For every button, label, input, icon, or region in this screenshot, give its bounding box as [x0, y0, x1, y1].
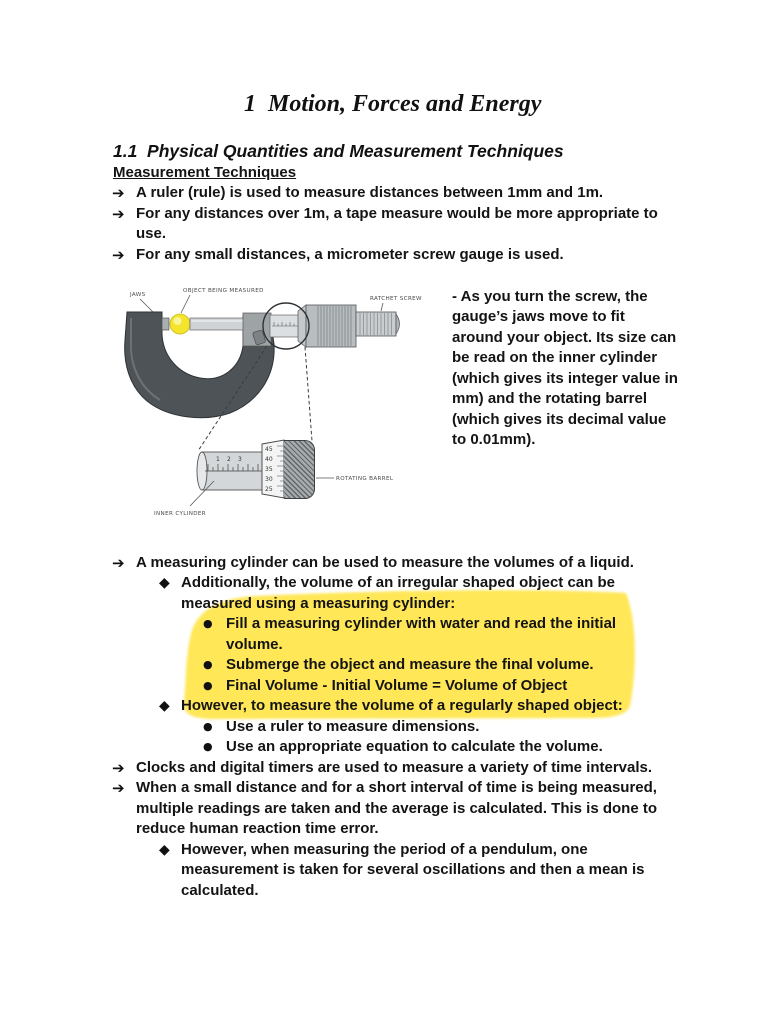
caption-line: (which gives its decimal value — [452, 410, 667, 428]
inner-scale-number: 3 — [238, 456, 242, 463]
text-line — [0, 778, 768, 799]
text-line — [0, 594, 768, 615]
list-item-text: measurement is taken for several oscillations and then a mean is — [181, 861, 645, 879]
measurement-list — [0, 553, 768, 902]
text-line — [0, 737, 768, 758]
section-title: 1.1 Physical Quantities and Measurement Techniques — [113, 141, 564, 161]
ratchet-screw — [356, 312, 396, 336]
list-item — [0, 245, 768, 266]
caption-line: mm) and the rotating barrel — [452, 390, 648, 408]
caption-line: around your object. Its size can — [452, 328, 677, 346]
list-item-text: use. — [136, 225, 167, 243]
thimble-bevel — [298, 305, 306, 347]
ratchet-pointer — [381, 303, 383, 311]
text-line — [0, 245, 768, 266]
caption-line: - As you turn the screw, the — [452, 287, 648, 305]
list-item-text: Use a ruler to measure dimensions. — [226, 717, 480, 735]
barrel-scale-number: 35 — [265, 466, 273, 473]
object-label: OBJECT BEING MEASURED — [183, 288, 264, 294]
text-line — [0, 840, 768, 861]
list-item — [0, 840, 768, 902]
sub-list — [0, 840, 768, 902]
object-shine — [174, 317, 182, 325]
object-pointer — [181, 295, 190, 313]
text-line — [0, 676, 768, 697]
rotating-barrel — [284, 440, 315, 499]
list-item-text: calculated. — [181, 881, 259, 899]
section-subheading: Measurement Techniques — [113, 163, 297, 181]
list-item-text: Clocks and digital timers are used to measure a variety of time intervals. — [136, 758, 653, 776]
text-line — [0, 655, 768, 676]
anvil — [162, 318, 169, 330]
dot-bullet-icon: ● — [203, 617, 213, 631]
inner-scale-number: 1 — [216, 456, 220, 463]
list-item — [0, 614, 768, 655]
list-item-text: Final Volume - Initial Volume = Volume of Object — [226, 676, 568, 694]
list-item — [0, 655, 768, 676]
barrel-scale-number: 30 — [265, 476, 273, 483]
caption-line: be read on the inner cylinder — [452, 349, 658, 367]
diamond-bullet-icon: ◆ — [159, 698, 170, 715]
list-item — [0, 573, 768, 696]
diamond-bullet-icon: ◆ — [159, 841, 170, 858]
sub-list — [0, 573, 768, 758]
text-line — [0, 183, 768, 204]
text-line — [0, 881, 768, 902]
text-line — [0, 553, 768, 574]
zoom-leader-right — [305, 347, 312, 441]
list-item-text: multiple readings are taken and the average is calculated. This is done to — [136, 799, 657, 817]
barrel-scale-number: 45 — [265, 446, 273, 453]
micrometer-diagram — [108, 276, 438, 532]
ratchet-label: RATCHET SCREW — [370, 296, 422, 302]
list-item — [0, 696, 768, 758]
caption-line: (which gives its integer value in — [452, 369, 678, 387]
arrow-bullet-icon: ➔ — [112, 553, 125, 572]
dot-bullet-icon: ● — [203, 678, 213, 692]
caption-line: to 0.01mm). — [452, 431, 536, 449]
list-item-text: However, when measuring the period of a pendulum, one — [181, 840, 588, 858]
thimble — [306, 305, 356, 347]
list-item — [0, 758, 768, 779]
measurement-techniques-section — [0, 163, 768, 266]
arrow-bullet-icon: ➔ — [112, 758, 125, 777]
text-line — [0, 819, 768, 840]
text-line — [0, 204, 768, 225]
text-line — [0, 635, 768, 656]
jaws-label: JAWS — [130, 292, 146, 298]
list-item — [0, 183, 768, 204]
list-item-text: A measuring cylinder can be used to measure the volumes of a liquid. — [136, 553, 634, 571]
text-line — [0, 799, 768, 820]
arrow-bullet-icon: ➔ — [112, 204, 125, 223]
dot-bullet-icon: ● — [203, 719, 213, 733]
list-item-text: volume. — [226, 635, 283, 653]
arrow-bullet-icon: ➔ — [112, 245, 125, 264]
cylinder-label: INNER CYLINDER — [154, 511, 207, 517]
text-line — [0, 696, 768, 717]
diamond-bullet-icon: ◆ — [159, 575, 170, 592]
list-item-text: For any distances over 1m, a tape measure would be more appropriate to — [136, 204, 658, 222]
list-item-text: Use an appropriate equation to calculate the volume. — [226, 738, 603, 756]
list-item-text: Submerge the object and measure the final volume. — [226, 656, 594, 674]
list-item-text: A ruler (rule) is used to measure distances between 1mm and 1m. — [136, 184, 604, 202]
arrow-bullet-icon: ➔ — [112, 184, 125, 203]
list-item-text: When a small distance and for a short interval of time is being measured, — [136, 779, 657, 797]
list-item — [0, 553, 768, 758]
barrel-scale-number: 40 — [265, 456, 273, 463]
sub-list — [0, 614, 768, 696]
text-line — [0, 860, 768, 881]
sub-list — [0, 717, 768, 758]
list-item-text: reduce human reaction time error. — [136, 820, 379, 838]
text-line — [0, 224, 768, 245]
list-item — [0, 778, 768, 901]
dot-bullet-icon: ● — [203, 740, 213, 754]
figure-caption — [452, 287, 678, 451]
list-item — [0, 204, 768, 245]
spindle — [190, 318, 246, 330]
arrow-bullet-icon: ➔ — [112, 779, 125, 798]
text-line — [0, 573, 768, 594]
list-item-text: Fill a measuring cylinder with water and read the initial — [226, 615, 617, 633]
text-line — [0, 614, 768, 635]
list-item — [0, 737, 768, 758]
list-item — [0, 717, 768, 738]
text-line — [0, 717, 768, 738]
dot-bullet-icon: ● — [203, 658, 213, 672]
text-line — [0, 758, 768, 779]
ratchet-cap — [396, 314, 400, 334]
caption-line: gauge’s jaws move to fit — [452, 308, 625, 326]
inner-scale-number: 2 — [227, 456, 231, 463]
list-item-text: measured using a measuring cylinder: — [181, 594, 456, 612]
list-item-text: For any small distances, a micrometer screw gauge is used. — [136, 245, 564, 263]
barrel-scale-number: 25 — [265, 486, 273, 493]
barrel-label: ROTATING BARREL — [336, 476, 394, 482]
list-item — [0, 676, 768, 697]
list-item-text: Additionally, the volume of an irregular shaped object can be — [181, 574, 615, 592]
list-item-text: However, to measure the volume of a regularly shaped object: — [181, 697, 623, 715]
chapter-title: 1 Motion, Forces and Energy — [244, 91, 542, 117]
